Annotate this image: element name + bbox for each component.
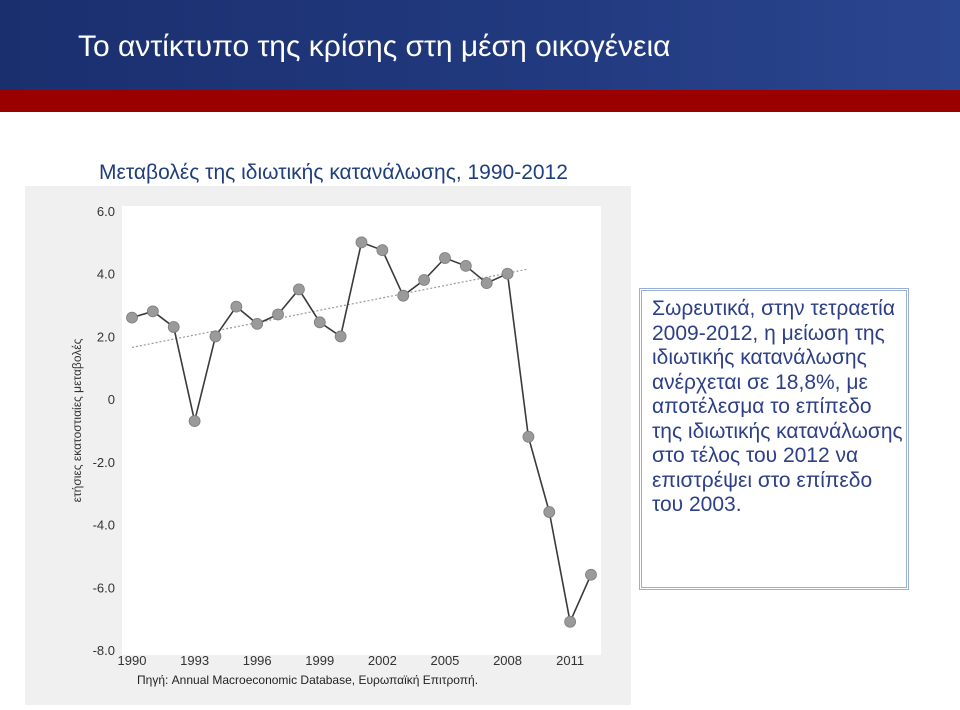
y-tick-label: 2.0 [96,329,115,345]
y-tick-label: -4.0 [92,517,115,533]
data-point [189,416,200,427]
x-tick-label: 1996 [242,653,272,668]
y-tick-label: 0 [107,392,115,408]
note-box [639,288,909,590]
x-tick-label: 2002 [367,653,397,668]
data-point [502,268,513,279]
data-point [523,431,534,442]
x-tick-label: 1993 [180,653,210,668]
data-point [544,507,555,518]
data-point [147,306,158,317]
data-point [356,237,367,248]
x-tick-label: 2011 [556,653,585,668]
data-point [127,312,138,323]
data-point [377,245,388,256]
x-tick-label: 1999 [305,653,335,668]
title-bar [0,0,960,90]
data-point [460,260,471,271]
y-tick-label: -6.0 [92,580,115,596]
data-point [252,318,263,329]
data-point [168,322,179,333]
data-point [481,278,492,289]
data-point [231,301,242,312]
x-tick-label: 2008 [493,653,523,668]
chart-title: Μεταβολές της ιδιωτικής κατανάλωσης, 1990-2012 [99,161,568,184]
y-tick-label: 6.0 [96,204,115,219]
plot-area [122,206,601,655]
data-point [419,274,430,285]
y-tick-label: -8.0 [92,643,115,658]
x-tick-label: 2005 [430,653,460,668]
y-tick-label: 4.0 [96,266,115,282]
line-chart [25,186,631,705]
data-point [439,253,450,264]
chart-panel [25,186,631,705]
title-accent-stripe [0,90,960,112]
data-point [586,569,597,580]
data-point [565,616,576,627]
source-caption: Πηγή: Annual Macroeconomic Database, Ευρωπαϊκή Επιτροπή. [137,673,479,687]
data-point [273,309,284,320]
data-point [210,331,221,342]
y-axis-label: ετήσιες εκατοστιαίες μεταβολές [70,338,84,503]
data-point [293,284,304,295]
data-point [335,331,346,342]
data-point [314,317,325,328]
page-title: Το αντίκτυπο της κρίσης στη μέση οικογένεια [78,30,671,63]
note-text: Σωρευτικά, στην τετραετία 2009-2012, η μείωση της ιδιωτικής κατανάλωσης ανέρχεται σε 18,8%, με αποτέλεσμα το επίπεδο της ιδιωτικής κατανάλωσης στο τέλος του 2012 να επιστρέψει στο επίπεδο του 2003. [652,297,903,516]
y-tick-label: -2.0 [92,454,115,470]
x-tick-label: 1990 [117,653,147,668]
data-point [398,290,409,301]
